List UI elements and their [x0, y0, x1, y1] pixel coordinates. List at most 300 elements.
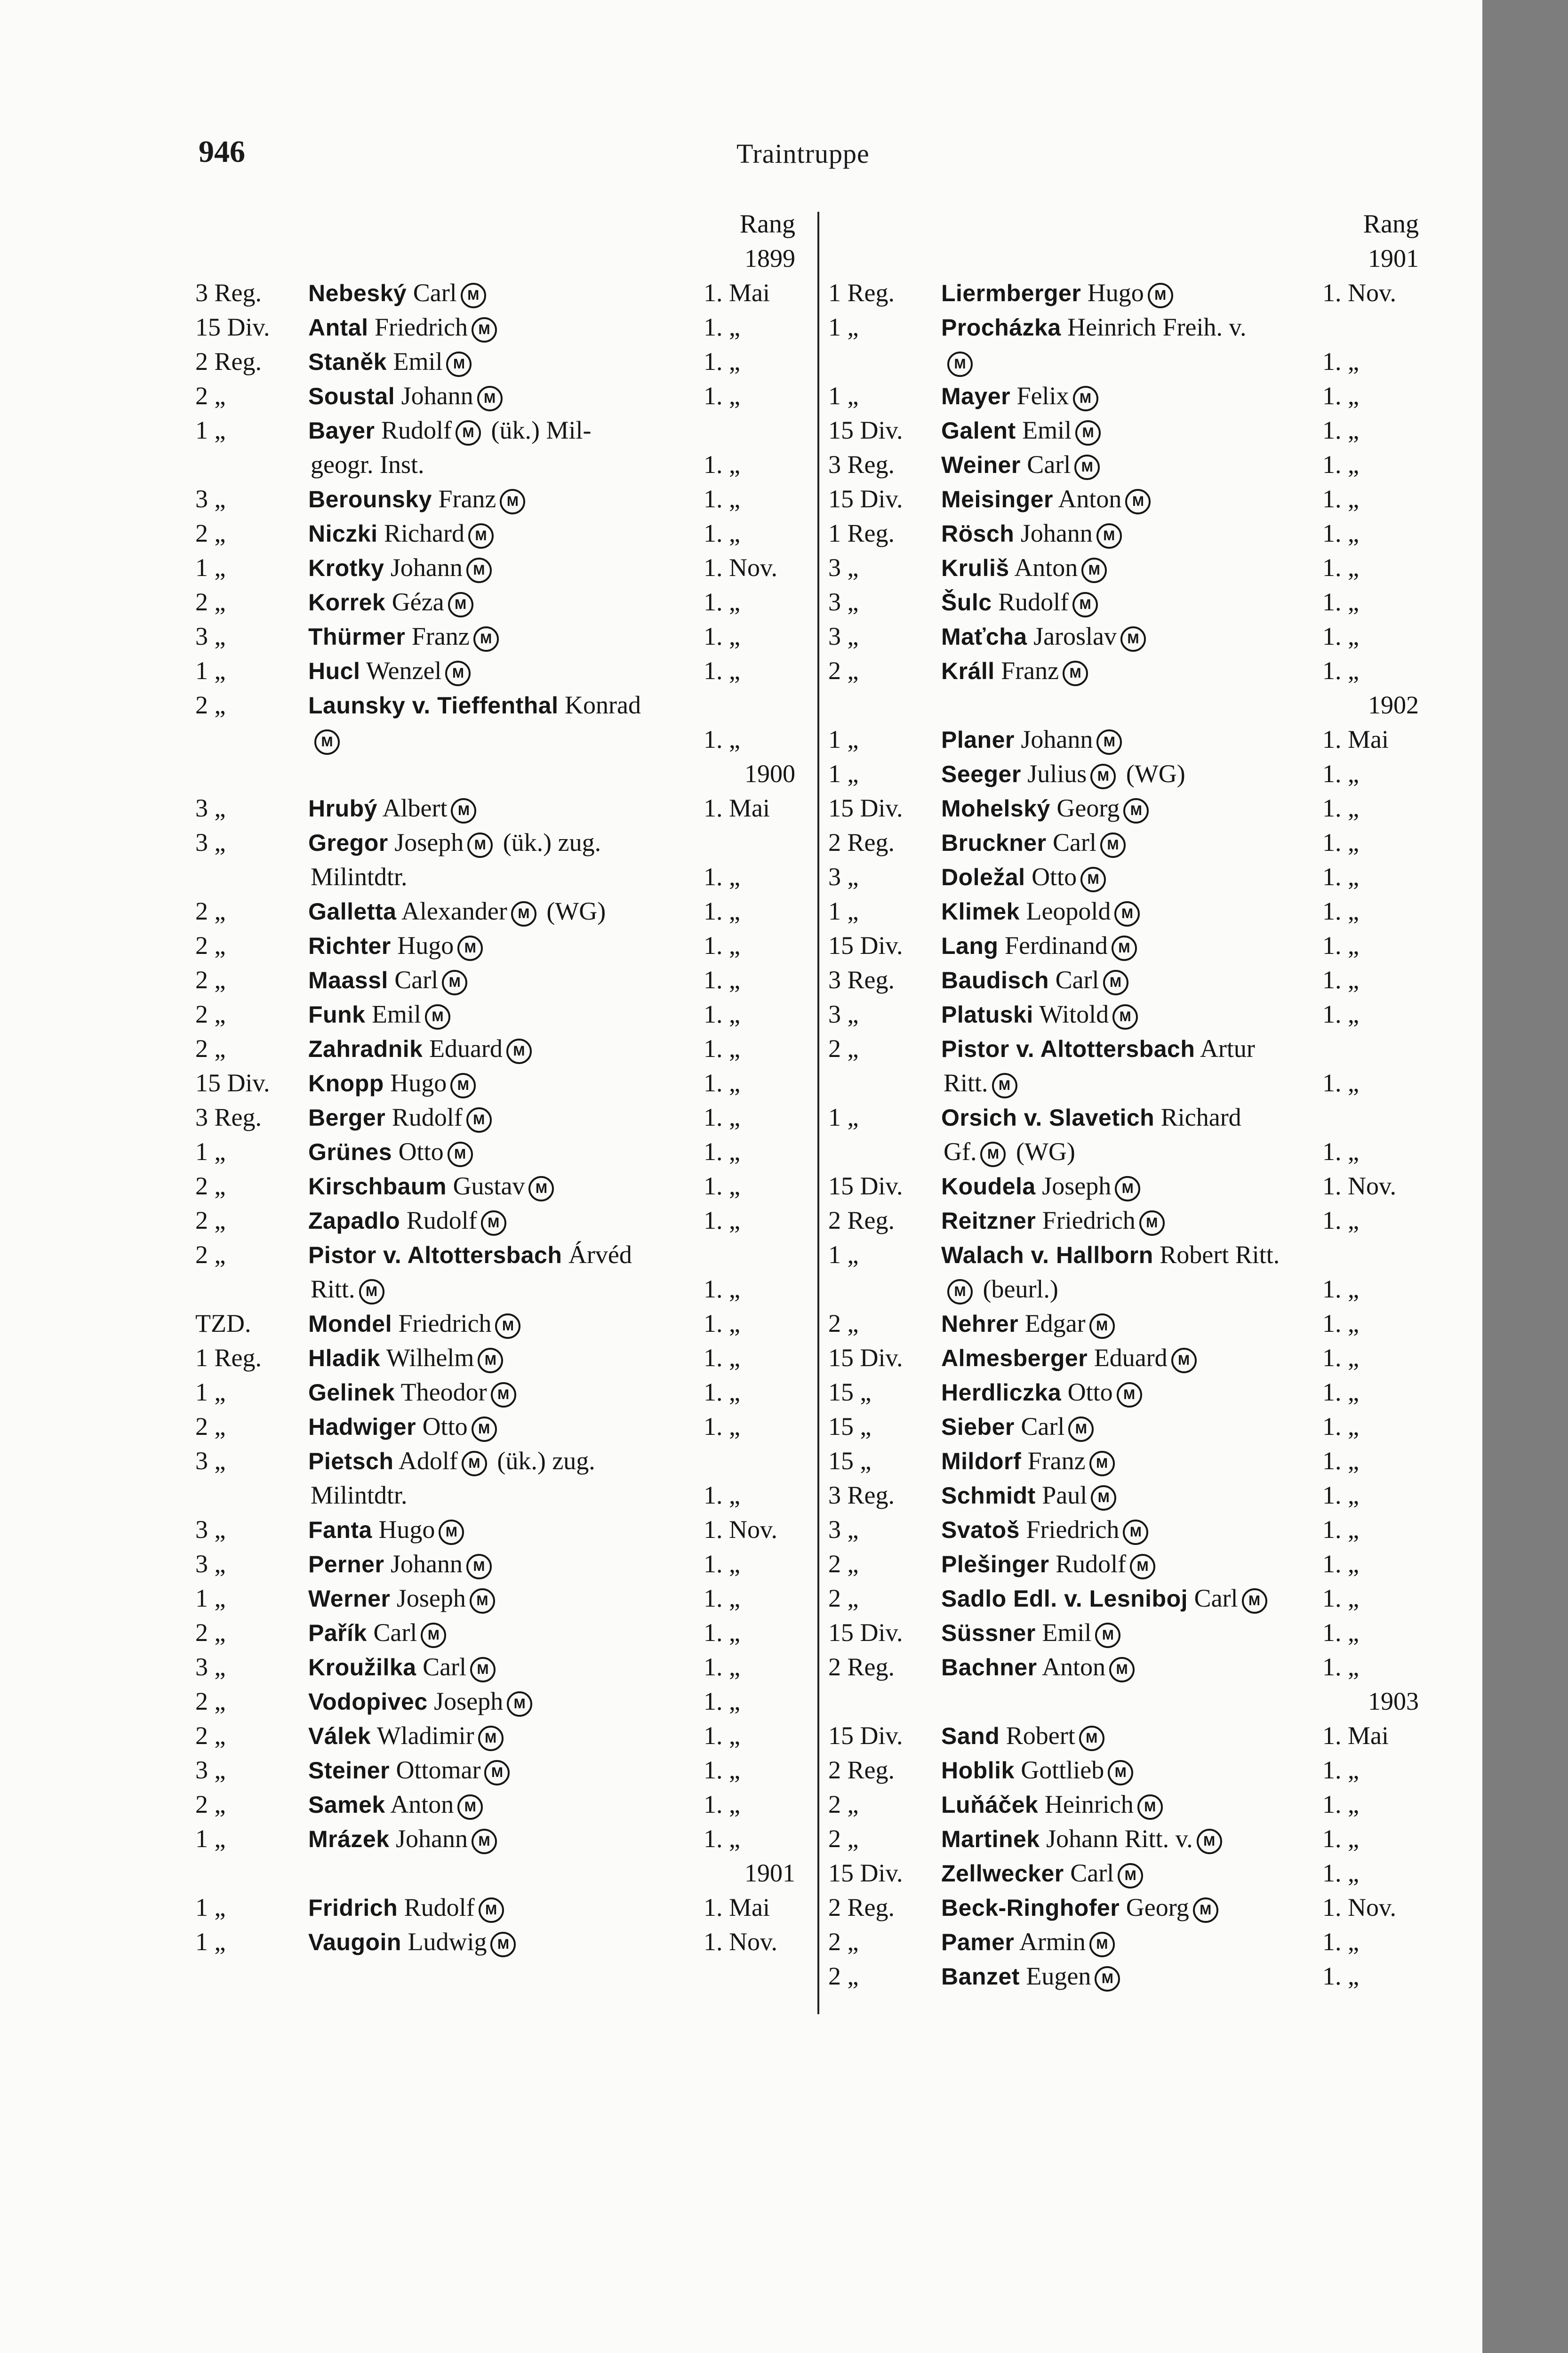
rank-date: 1. „	[704, 347, 740, 376]
surname: Gelinek	[308, 1379, 395, 1406]
unit-number: 1 Reg.	[828, 279, 895, 307]
given-name: Johann	[1014, 519, 1093, 547]
rank-date: 1. „	[704, 1172, 740, 1200]
unit-number: 1 „	[828, 760, 859, 788]
roster-entry	[195, 1890, 802, 1925]
given-name: Friedrich	[392, 1309, 492, 1337]
unit-number: 3 „	[195, 1756, 226, 1784]
rank-header	[195, 207, 802, 241]
unit-number: 3 „	[195, 622, 226, 650]
surname: Hucl	[308, 658, 360, 684]
military-merit-icon: M	[1089, 1932, 1115, 1957]
unit-number: 15 Div.	[828, 931, 903, 960]
given-name: Leopold	[1019, 897, 1111, 925]
surname: Baudisch	[941, 967, 1049, 993]
surname: Launsky v. Tieffenthal	[308, 692, 559, 719]
surname: Beck-Ringhofer	[941, 1895, 1120, 1921]
military-merit-icon: M	[980, 1142, 1006, 1167]
roster-entry	[828, 1238, 1426, 1272]
roster-entry	[828, 448, 1426, 482]
rank-date: 1. „	[704, 1721, 740, 1750]
surname: Weiner	[941, 452, 1021, 478]
rank-date: 1. „	[704, 1412, 740, 1441]
rank-date: 1. „	[1322, 1584, 1359, 1612]
roster-entry-continuation	[195, 722, 802, 757]
unit-number: 2 „	[195, 382, 226, 410]
unit-number: 3 „	[828, 863, 859, 891]
roster-entry	[828, 1306, 1426, 1341]
rank-date: 1. „	[1322, 1618, 1359, 1647]
given-name: Rudolf	[375, 416, 452, 444]
surname: Planer	[941, 727, 1015, 753]
rank-date: 1. „	[704, 519, 740, 547]
given-name: Emil	[1016, 416, 1072, 444]
unit-number: 3 „	[195, 1550, 226, 1578]
rank-date: 1. „	[704, 450, 740, 479]
continuation-text: Milintdtr.	[311, 1481, 408, 1509]
given-name: Paul	[1035, 1481, 1088, 1509]
rank-date: 1. „	[1322, 1790, 1359, 1818]
military-merit-icon: M	[468, 523, 494, 549]
given-name: Joseph	[1035, 1172, 1112, 1200]
given-name: Joseph	[427, 1687, 504, 1715]
military-merit-icon: M	[472, 317, 497, 343]
military-merit-icon: M	[1108, 1760, 1133, 1785]
roster-entry	[195, 894, 802, 928]
given-name: Armin	[1014, 1928, 1086, 1956]
roster-entry	[828, 413, 1426, 448]
military-merit-icon: M	[314, 729, 340, 755]
surname: Hrubý	[308, 795, 377, 822]
rank-label: Rang	[1363, 209, 1419, 239]
annotation: (beurl.)	[976, 1275, 1058, 1303]
surname: Fanta	[308, 1517, 372, 1543]
continuation-text: Ritt.	[944, 1069, 988, 1097]
surname: Pařík	[308, 1620, 367, 1646]
surname: Hadwiger	[308, 1414, 416, 1440]
military-merit-icon: M	[425, 1004, 450, 1030]
military-merit-icon: M	[1100, 832, 1126, 858]
military-merit-icon: M	[1242, 1588, 1267, 1614]
unit-number: 3 „	[195, 1447, 226, 1475]
roster-entry	[195, 1375, 802, 1409]
roster-entry	[828, 1169, 1426, 1203]
unit-number: 3 „	[195, 828, 226, 856]
given-name: Johann	[395, 382, 473, 410]
roster-entry	[828, 516, 1426, 551]
unit-number: 3 „	[828, 553, 859, 582]
rank-date: 1. „	[704, 588, 740, 616]
rank-date: 1. „	[704, 622, 740, 650]
military-merit-icon: M	[1103, 970, 1128, 995]
surname: Sadlo Edl. v. Lesniboj	[941, 1585, 1188, 1612]
military-merit-icon: M	[472, 1829, 497, 1854]
unit-number: 2 „	[195, 931, 226, 960]
surname: Liermberger	[941, 280, 1081, 306]
roster-entry	[828, 860, 1426, 894]
given-name: Adolf	[393, 1447, 458, 1475]
page-number: 946	[199, 135, 245, 169]
roster-entry	[195, 1135, 802, 1169]
military-merit-icon: M	[1112, 936, 1137, 961]
given-name: Wladimir	[371, 1721, 474, 1750]
military-merit-icon: M	[470, 1657, 496, 1682]
given-name: Theodor	[395, 1378, 487, 1406]
rank-date: 1. Nov.	[1322, 1172, 1396, 1200]
surname: Steiner	[308, 1757, 390, 1784]
military-merit-icon: M	[947, 1279, 973, 1305]
rank-date: 1. „	[704, 1309, 740, 1337]
roster-entry	[828, 928, 1426, 963]
given-name: Albert	[377, 794, 448, 822]
rank-date: 1. „	[1322, 1653, 1359, 1681]
surname: Zahradnik	[308, 1036, 423, 1062]
roster-entry	[195, 619, 802, 654]
unit-number: 2 Reg.	[828, 1653, 895, 1681]
unit-number: 15 Div.	[828, 794, 903, 822]
rank-date: 1. „	[704, 931, 740, 960]
annotation: (ük.) zug.	[496, 828, 601, 856]
given-name: Johann	[384, 553, 463, 582]
rank-date: 1. „	[704, 1000, 740, 1028]
rank-date: 1. „	[704, 485, 740, 513]
year-label: 1902	[1368, 691, 1419, 719]
year-heading	[195, 241, 802, 276]
unit-number: 2 Reg.	[828, 828, 895, 856]
given-name: Hugo	[372, 1515, 435, 1544]
given-name: Jaroslav	[1027, 622, 1117, 650]
given-name: Franz	[432, 485, 496, 513]
military-merit-icon: M	[462, 1451, 487, 1476]
surname: Antal	[308, 314, 368, 341]
unit-number: 1 Reg.	[195, 1344, 262, 1372]
unit-number: 15 Div.	[195, 1069, 270, 1097]
unit-number: 2 „	[195, 1687, 226, 1715]
unit-number: 15 Div.	[828, 1859, 903, 1887]
military-merit-icon: M	[484, 1760, 510, 1785]
roster-entry	[195, 1306, 802, 1341]
given-name: Johann Ritt. v.	[1040, 1825, 1193, 1853]
military-merit-icon: M	[478, 1348, 503, 1373]
surname: Samek	[308, 1792, 385, 1818]
rank-date: 1. „	[1322, 1550, 1359, 1578]
roster-entry	[828, 1341, 1426, 1375]
rank-date: 1. „	[1322, 1515, 1359, 1544]
roster-entry	[828, 757, 1426, 791]
rank-date: 1. Nov.	[1322, 279, 1396, 307]
given-name: Julius	[1021, 760, 1087, 788]
given-name: Heinrich Freih. v.	[1061, 313, 1247, 341]
given-name: Wilhelm	[380, 1344, 474, 1372]
unit-number: 15 „	[828, 1447, 872, 1475]
rank-date: 1. „	[1322, 485, 1359, 513]
surname: Süssner	[941, 1620, 1036, 1646]
roster-entry	[195, 1032, 802, 1066]
roster-entry	[828, 1100, 1426, 1135]
military-merit-icon: M	[1096, 729, 1122, 755]
given-name: Rudolf	[400, 1206, 477, 1234]
military-merit-icon: M	[1090, 764, 1116, 789]
military-merit-icon: M	[466, 558, 492, 583]
surname: Nehrer	[941, 1311, 1019, 1337]
roster-entry	[195, 1203, 802, 1238]
roster-entry	[828, 379, 1426, 413]
rank-date: 1. „	[704, 1137, 740, 1166]
military-merit-icon: M	[1079, 1726, 1104, 1751]
rank-date: 1. „	[1322, 1825, 1359, 1853]
roster-entry-continuation	[195, 448, 802, 482]
surname: Maťcha	[941, 624, 1027, 650]
given-name: Georg	[1120, 1893, 1189, 1921]
year-heading	[828, 1684, 1426, 1719]
rank-date: 1. „	[1322, 1344, 1359, 1372]
unit-number: 3 „	[828, 1515, 859, 1544]
rank-date: 1. Mai	[704, 1893, 770, 1921]
roster-entry	[195, 1066, 802, 1100]
rank-date: 1. „	[1322, 897, 1359, 925]
unit-number: 1 „	[195, 416, 226, 444]
unit-number: 3 „	[828, 588, 859, 616]
military-merit-icon: M	[511, 901, 536, 927]
rank-date: 1. „	[1322, 1756, 1359, 1784]
rank-date: 1. „	[1322, 931, 1359, 960]
annotation: (WG)	[1120, 760, 1185, 788]
roster-entry-continuation	[195, 860, 802, 894]
roster-entry	[828, 1856, 1426, 1890]
unit-number: 1 „	[195, 1928, 226, 1956]
given-name: Wenzel	[360, 656, 442, 685]
unit-number: 3 „	[195, 794, 226, 822]
roster-entry	[195, 1238, 802, 1272]
surname: Perner	[308, 1551, 384, 1577]
surname: Korrek	[308, 589, 386, 616]
page-title: Traintruppe	[736, 138, 870, 169]
military-merit-icon: M	[478, 1726, 504, 1751]
year-label: 1900	[744, 760, 795, 788]
surname: Fridrich	[308, 1895, 398, 1921]
roster-entry	[195, 688, 802, 722]
given-name: Otto	[392, 1137, 444, 1166]
surname: Werner	[308, 1585, 391, 1612]
roster-entry-continuation	[828, 1066, 1426, 1100]
roster-entry	[195, 1169, 802, 1203]
roster-entry	[195, 276, 802, 310]
unit-number: 1 „	[195, 553, 226, 582]
unit-number: 3 Reg.	[828, 1481, 895, 1509]
rank-date: 1. „	[704, 382, 740, 410]
roster-entry	[828, 1890, 1426, 1925]
given-name: Géza	[385, 588, 444, 616]
roster-entry	[828, 1547, 1426, 1581]
rank-date: 1. „	[1322, 1481, 1359, 1509]
roster-entry	[195, 1787, 802, 1822]
roster-entry	[195, 413, 802, 448]
roster-entry	[195, 928, 802, 963]
rank-date: 1. „	[704, 1103, 740, 1131]
military-merit-icon: M	[1125, 489, 1151, 514]
given-name: Anton	[1053, 485, 1122, 513]
roster-entry	[195, 1753, 802, 1787]
roster-entry	[828, 1650, 1426, 1684]
military-merit-icon: M	[467, 832, 493, 858]
military-merit-icon: M	[1112, 1004, 1138, 1030]
given-name: Robert	[1000, 1721, 1075, 1750]
year-heading	[828, 241, 1426, 276]
military-merit-icon: M	[947, 352, 973, 377]
rank-date: 1. „	[1322, 1137, 1359, 1166]
rank-date: 1. „	[704, 1344, 740, 1372]
unit-number: 3 Reg.	[828, 966, 895, 994]
unit-number: 2 „	[195, 588, 226, 616]
surname: Almesberger	[941, 1345, 1088, 1371]
surname: Bayer	[308, 417, 375, 444]
rank-date: 1. „	[704, 1618, 740, 1647]
military-merit-icon: M	[1118, 1863, 1143, 1889]
given-name: Carl	[416, 1653, 467, 1681]
rank-date: 1. „	[1322, 966, 1359, 994]
military-merit-icon: M	[473, 626, 499, 652]
unit-number: 2 „	[195, 1412, 226, 1441]
surname: Knopp	[308, 1070, 384, 1096]
roster-entry	[828, 1581, 1426, 1616]
surname: Meisinger	[941, 486, 1053, 512]
year-label: 1899	[744, 244, 795, 272]
surname: Krotky	[308, 555, 384, 581]
unit-number: 2 „	[195, 519, 226, 547]
military-merit-icon: M	[461, 283, 486, 308]
continuation-text: Milintdtr.	[311, 863, 408, 891]
given-name: Johann	[389, 1825, 468, 1853]
given-name: Gottlieb	[1014, 1756, 1104, 1784]
given-name: Carl	[367, 1618, 417, 1647]
surname: Šulc	[941, 589, 992, 616]
rank-date: 1. „	[704, 966, 740, 994]
roster-entry	[195, 1513, 802, 1547]
military-merit-icon: M	[1115, 1176, 1140, 1201]
military-merit-icon: M	[1080, 867, 1106, 892]
rank-date: 1. „	[1322, 1069, 1359, 1097]
given-name: Carl	[1020, 450, 1071, 479]
rank-date: 1. „	[704, 1790, 740, 1818]
roster-entry-continuation	[828, 1272, 1426, 1306]
surname: Bruckner	[941, 830, 1047, 856]
roster-entry	[195, 516, 802, 551]
military-merit-icon: M	[466, 1107, 492, 1133]
unit-number: 15 Div.	[828, 1618, 903, 1647]
surname: Soustal	[308, 383, 395, 409]
military-merit-icon: M	[442, 970, 467, 995]
unit-number: 15 „	[828, 1378, 872, 1406]
surname: Kruliš	[941, 555, 1009, 581]
military-merit-icon: M	[507, 1691, 532, 1717]
unit-number: 2 „	[828, 656, 859, 685]
continuation-text: geogr. Inst.	[311, 450, 424, 479]
rank-date: 1. „	[704, 1481, 740, 1509]
unit-number: 2 „	[828, 1790, 859, 1818]
roster-entry	[195, 1616, 802, 1650]
rank-date: 1. „	[1322, 622, 1359, 650]
roster-entry	[195, 344, 802, 379]
left-column	[195, 207, 802, 1959]
rank-date: 1. „	[704, 1550, 740, 1578]
rank-date: 1. „	[704, 897, 740, 925]
military-merit-icon: M	[448, 1142, 473, 1167]
surname: Seeger	[941, 761, 1021, 787]
rank-date: 1. Mai	[704, 794, 770, 822]
unit-number: 2 „	[195, 1000, 226, 1028]
unit-number: 2 „	[195, 1172, 226, 1200]
given-name: Edgar	[1018, 1309, 1086, 1337]
roster-entry	[828, 1444, 1426, 1478]
roster-entry	[195, 997, 802, 1032]
military-merit-icon: M	[1073, 386, 1098, 411]
surname: Mildorf	[941, 1448, 1022, 1474]
continuation-text: Ritt.	[311, 1275, 355, 1303]
right-column	[828, 207, 1426, 1993]
military-merit-icon: M	[481, 1210, 506, 1236]
unit-number: 2 „	[828, 1962, 859, 1990]
unit-number: 2 „	[195, 1721, 226, 1750]
rank-date: 1. „	[704, 1687, 740, 1715]
surname: Sieber	[941, 1414, 1015, 1440]
rank-date: 1. Mai	[704, 279, 770, 307]
surname: Zapadlo	[308, 1208, 400, 1234]
military-merit-icon: M	[479, 1897, 504, 1923]
roster-entry	[195, 1719, 802, 1753]
surname: Herdliczka	[941, 1379, 1062, 1406]
given-name: Friedrich	[1019, 1515, 1120, 1544]
roster-entry	[828, 1925, 1426, 1959]
surname: Galletta	[308, 898, 397, 925]
unit-number: 3 Reg.	[828, 450, 895, 479]
military-merit-icon: M	[359, 1279, 384, 1305]
rank-date: 1. Mai	[1322, 1721, 1389, 1750]
rank-date: 1. „	[704, 1069, 740, 1097]
roster-entry	[828, 825, 1426, 860]
given-name: Hugo	[1081, 279, 1144, 307]
given-name: Anton	[1009, 553, 1078, 582]
given-name: Georg	[1050, 794, 1120, 822]
unit-number: 2 „	[195, 1618, 226, 1647]
given-name: Friedrich	[1036, 1206, 1136, 1234]
roster-entry	[828, 1032, 1426, 1066]
given-name: Rudolf	[385, 1103, 463, 1131]
military-merit-icon: M	[1072, 592, 1098, 617]
year-heading	[195, 1856, 802, 1890]
given-name: Alexander	[396, 897, 507, 925]
military-merit-icon: M	[1068, 1417, 1094, 1442]
roster-entry	[828, 276, 1426, 310]
military-merit-icon: M	[1081, 558, 1107, 583]
roster-entry	[828, 1375, 1426, 1409]
roster-entry	[195, 1822, 802, 1856]
annotation: (ük.) zug.	[490, 1447, 595, 1475]
unit-number: 1 „	[195, 1378, 226, 1406]
military-merit-icon: M	[477, 386, 503, 411]
given-name: Robert Ritt.	[1153, 1241, 1280, 1269]
military-merit-icon: M	[1123, 1520, 1148, 1545]
unit-number: 15 Div.	[828, 1721, 903, 1750]
surname: Maassl	[308, 967, 388, 993]
roster-entry	[828, 997, 1426, 1032]
military-merit-icon: M	[1089, 1313, 1115, 1339]
unit-number: 2 Reg.	[828, 1893, 895, 1921]
roster-entry	[828, 722, 1426, 757]
rank-date: 1. Nov.	[704, 553, 777, 582]
surname: Orsich v. Slavetich	[941, 1104, 1155, 1131]
military-merit-icon: M	[495, 1313, 520, 1339]
given-name: Franz	[405, 622, 470, 650]
